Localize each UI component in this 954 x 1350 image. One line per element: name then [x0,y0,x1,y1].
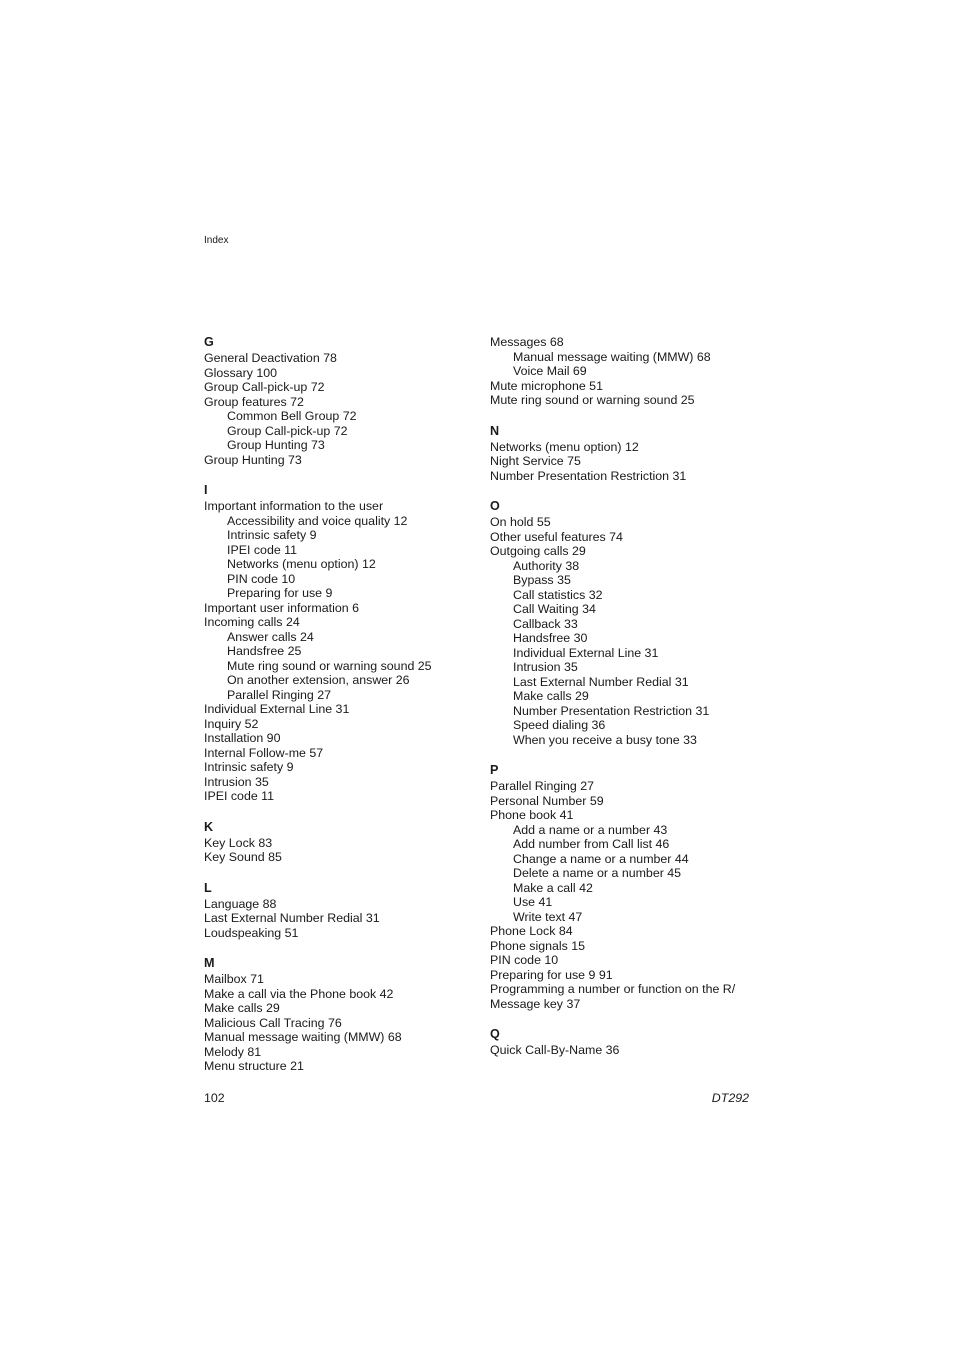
section-letter: K [204,819,214,834]
section-letter: O [490,499,500,513]
index-subentry: Preparing for use 9 [227,586,333,600]
index-subentry: Add number from Call list 46 [513,837,670,851]
index-section [204,483,474,804]
index-subentry: Make calls 29 [513,689,589,703]
index-entry: Intrusion 35 [204,774,269,789]
index-entry: Messages 68 [490,335,564,349]
index-section [204,881,474,941]
index-entry: Last External Number Redial 31 [204,911,380,925]
index-entry: Personal Number 59 [490,793,604,808]
index-entry: Glossary 100 [204,365,278,380]
index-subentry: Call statistics 32 [513,587,603,602]
index-entry: Internal Follow-me 57 [204,745,324,760]
index-section [490,335,770,408]
index-entry: Make calls 29 [204,1001,280,1015]
index-entry: Intrinsic safety 9 [204,760,294,774]
index-subentry: Mute ring sound or warning sound 25 [227,658,432,673]
index-section [204,956,474,1074]
index-entry: Mute microphone 51 [490,378,603,393]
index-entry: Malicious Call Tracing 76 [204,1015,342,1030]
index-section [490,499,770,747]
index-entry: Inquiry 52 [204,716,259,731]
index-subentry: Manual message waiting (MMW) 68 [513,349,711,364]
index-entry: Programming a number or function on the R/ [490,982,736,996]
index-entry: Loudspeaking 51 [204,925,299,940]
index-subentry: Parallel Ringing 27 [227,687,332,702]
index-subentry: Change a name or a number 44 [513,851,689,866]
index-entry: Mute ring sound or warning sound 25 [490,393,695,407]
index-subentry: Individual External Line 31 [513,645,659,660]
index-subentry: Delete a name or a number 45 [513,866,682,880]
index-entry: Group Call-pick-up 72 [204,380,325,394]
index-subentry: Handsfree 25 [227,644,302,658]
index-entry: Message key 37 [490,996,581,1011]
index-entry: Parallel Ringing 27 [490,779,595,793]
index-entry: Key Sound 85 [204,850,282,864]
index-entry: Number Presentation Restriction 31 [490,468,687,483]
index-subentry: Common Bell Group 72 [227,409,357,423]
index-subentry: Last External Number Redial 31 [513,674,689,689]
index-entry: Mailbox 71 [204,972,264,986]
index-entry: Networks (menu option) 12 [490,439,639,454]
index-section [204,820,474,865]
index-column-right [490,335,770,1074]
index-subentry: Write text 47 [513,909,583,924]
index-entry: Incoming calls 24 [204,615,300,629]
index-section [490,424,770,484]
index-entry: Quick Call-By-Name 36 [490,1043,620,1057]
index-subentry: Networks (menu option) 12 [227,557,376,571]
index-section [490,1027,770,1058]
index-subentry: Voice Mail 69 [513,364,587,378]
index-subentry: Callback 33 [513,616,578,631]
index-entry: Individual External Line 31 [204,702,350,716]
index-entry: General Deactivation 78 [204,351,337,365]
index-entry: Outgoing calls 29 [490,544,586,558]
index-subentry: Make a call 42 [513,880,593,895]
section-letter: M [204,956,215,970]
model-name: DT292 [711,1091,749,1105]
index-subentry: PIN code 10 [227,571,296,586]
index-subentry: Intrusion 35 [513,660,578,674]
index-subentry: Add a name or a number 43 [513,822,668,837]
index-entry: Melody 81 [204,1044,262,1059]
index-entry: Night Service 75 [490,454,581,468]
index-subentry: On another extension, answer 26 [227,673,410,687]
page-number: 102 [204,1091,225,1105]
running-header: Index [204,235,229,246]
index-subentry: Handsfree 30 [513,631,588,645]
section-letter: I [204,483,208,497]
index-entry: PIN code 10 [490,953,559,967]
section-letter: N [490,423,500,438]
index-entry: Key Lock 83 [204,835,273,850]
index-subentry: Group Call-pick-up 72 [227,423,348,438]
section-letter: Q [490,1027,500,1041]
index-entry: Make a call via the Phone book 42 [204,986,394,1001]
index-subentry: IPEI code 11 [227,542,298,557]
index-subentry: Intrinsic safety 9 [227,528,317,542]
index-entry: Other useful features 74 [490,529,623,544]
index-entry: Important user information 6 [204,600,359,615]
index-entry: Installation 90 [204,731,281,745]
section-letter: L [204,880,212,895]
index-entry: Preparing for use 9 91 [490,967,613,982]
index-entry: Phone Lock 84 [490,924,573,938]
index-subentry: Use 41 [513,895,553,909]
index-subentry: Group Hunting 73 [227,438,325,452]
section-letter: G [204,335,214,349]
index-section [490,763,770,1011]
index-entry: Group Hunting 73 [204,452,302,467]
index-entry: Phone book 41 [490,808,574,822]
index-section [204,335,474,467]
index-subentry: Number Presentation Restriction 31 [513,703,710,718]
index-entry: Language 88 [204,896,277,911]
index-subentry: Bypass 35 [513,573,571,587]
index-subentry: Authority 38 [513,558,580,573]
index-subentry: Accessibility and voice quality 12 [227,513,408,528]
index-subentry: Answer calls 24 [227,629,314,644]
index-entry: Phone signals 15 [490,938,586,953]
section-letter: P [490,763,499,777]
index-entry: Menu structure 21 [204,1059,304,1073]
index-entry: Important information to the user [204,499,384,513]
index-entry: Manual message waiting (MMW) 68 [204,1030,402,1044]
index-entry: Group features 72 [204,394,304,409]
index-entry: On hold 55 [490,515,551,529]
index-subentry: Speed dialing 36 [513,718,606,732]
index-entry: IPEI code 11 [204,789,275,803]
index-subentry: When you receive a busy tone 33 [513,732,697,747]
index-column-left [204,335,474,1090]
index-subentry: Call Waiting 34 [513,602,596,616]
